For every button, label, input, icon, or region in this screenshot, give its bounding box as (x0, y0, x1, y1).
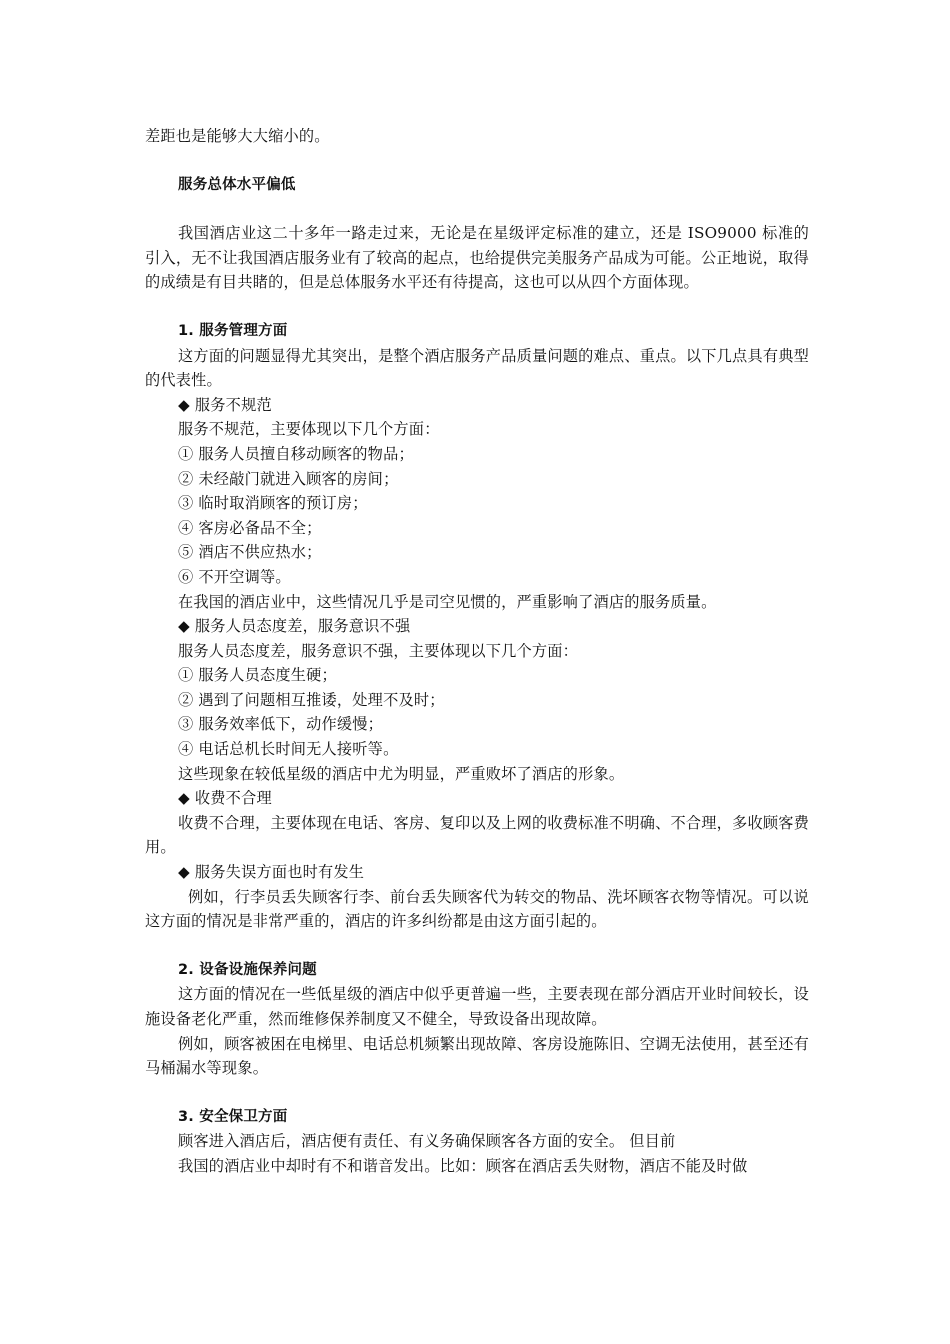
bullet-2-summary: 这些现象在较低星级的酒店中尤为明显，严重败坏了酒店的形象。 (178, 764, 625, 783)
s3-heading: 3. 安全保卫方面 (178, 1108, 288, 1125)
s2-paragraph-2: 例如，顾客被困在电梯里、电话总机频繁出现故障、客房设施陈旧、空调无法使用，甚至还有马桶漏水等现象。 (145, 1034, 809, 1078)
bullet-2-intro: 服务人员态度差，服务意识不强，主要体现以下几个方面： (178, 641, 579, 660)
section-title: 服务总体水平偏低 (178, 176, 296, 193)
list-item: ③ 临时取消顾客的预订房； (178, 494, 368, 513)
s3-paragraph-2: 我国的酒店业中却时有不和谐音发出。比如：顾客在酒店丢失财物，酒店不能及时做 (178, 1156, 748, 1175)
overview-paragraph: 我国酒店业这二十多年一路走过来，无论是在星级评定标准的建立，还是 ISO9000 标准的引入，无不让我国酒店服务业有了较高的起点，也给提供完美服务产品成为可能。公正地说，取得的成绩是有目共睹的，但是总体服务水平还有待提高，这也可以从四个方面体现。 (145, 224, 809, 292)
bullet-4-text: 例如，行李员丢失顾客行李、前台丢失顾客代为转交的物品、洗坏顾客衣物等情况。可以说这方面的情况是非常严重的，酒店的许多纠纷都是由这方面引起的。 (145, 887, 809, 931)
bullet-2: ◆ 服务人员态度差，服务意识不强 (178, 617, 411, 636)
list-item: ③ 服务效率低下，动作缓慢； (178, 715, 384, 734)
s2-paragraph-1: 这方面的情况在一些低星级的酒店中似乎更普遍一些，主要表现在部分酒店开业时间较长，设施设备老化严重，然而维修保养制度又不健全，导致设备出现故障。 (145, 985, 809, 1028)
bullet-1-summary: 在我国的酒店业中，这些情况几乎是司空见惯的，严重影响了酒店的服务质量。 (178, 592, 717, 611)
list-item: ⑥ 不开空调等。 (178, 567, 291, 586)
s2-heading: 2. 设备设施保养问题 (178, 961, 317, 978)
list-item: ① 服务人员擅自移动顾客的物品； (178, 444, 414, 463)
s1-heading: 1. 服务管理方面 (178, 322, 288, 339)
intro-tail: 差距也是能够大大缩小的。 (145, 127, 330, 145)
s3-paragraph-1: 顾客进入酒店后，酒店便有责任、有义务确保顾客各方面的安全。 但目前 (178, 1132, 676, 1151)
list-item: ④ 电话总机长时间无人接听等。 (178, 740, 399, 759)
bullet-1: ◆ 服务不规范 (178, 395, 272, 414)
s1-intro: 这方面的问题显得尤其突出，是整个酒店服务产品质量问题的难点、重点。以下几点具有典型的代表性。 (145, 346, 809, 390)
bullet-3-text: 收费不合理，主要体现在电话、客房、复印以及上网的收费标准不明确、不合理，多收顾客费用。 (145, 813, 809, 857)
bullet-4: ◆ 服务失误方面也时有发生 (178, 863, 365, 882)
list-item: ② 未经敲门就进入顾客的房间； (178, 469, 399, 488)
list-item: ② 遇到了问题相互推诿，处理不及时； (178, 690, 445, 709)
list-item: ① 服务人员态度生硬； (178, 666, 337, 685)
bullet-1-intro: 服务不规范，主要体现以下几个方面： (178, 420, 440, 439)
list-item: ④ 客房必备品不全； (178, 518, 322, 537)
document-page (145, 124, 809, 1179)
bullet-3: ◆ 收费不合理 (178, 789, 272, 808)
list-item: ⑤ 酒店不供应热水； (178, 543, 322, 562)
